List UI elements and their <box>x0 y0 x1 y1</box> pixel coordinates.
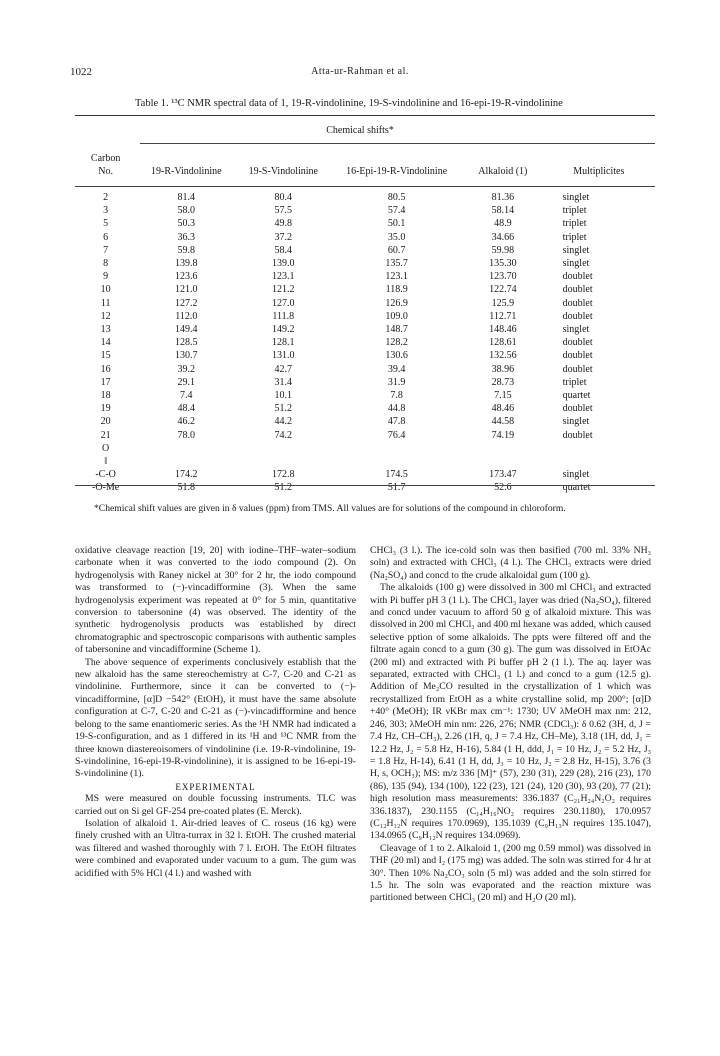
table-row <box>75 481 655 494</box>
shift-cell: 31.9 <box>387 376 406 388</box>
shift-cell: 47.8 <box>387 416 406 428</box>
left-paragraph-1: oxidative cleavage reaction [19, 20] with iodine–THF–water–sodium carbonate when it was converted to the iodo compound (2). On hydrogenolysis with Raney nickel at 30° for 2 hr, the iodo compound was transformed to (−)-vincadifformine (3). When the same hydrogenolysis experiment was repeated at 0° for 5 min, quantitative conversion to tabersonine (4) was observed. The identity of the synthetic hydrogenolysis products was established by direct chromatographic and spectroscopic comparisons with authentic samples of tabersonine and vincadifformine (Scheme 1). <box>75 545 356 656</box>
carbon-cell: 2 <box>103 192 109 203</box>
table-row <box>75 270 655 283</box>
shift-cell: 44.8 <box>387 403 406 415</box>
carbon-cell: 11 <box>100 297 111 309</box>
table-row <box>75 429 655 442</box>
carbon-cell: 5 <box>103 218 109 230</box>
shift-cell: 174.5 <box>385 469 408 481</box>
table-row <box>75 217 655 230</box>
shift-cell: 50.1 <box>387 218 406 230</box>
multiplicity-cell: triplet <box>562 376 587 388</box>
col-19r: 19-R-Vindolinine <box>151 166 222 177</box>
shift-cell: 132.56 <box>489 350 517 362</box>
shift-cell: 125.9 <box>491 297 515 309</box>
multiplicity-cell: doublet <box>562 271 593 283</box>
shift-cell: 122.74 <box>489 284 517 296</box>
shift-cell: 127.2 <box>175 297 198 309</box>
shift-cell: 126.9 <box>385 297 408 309</box>
left-paragraph-2: The above sequence of experiments conclusively establish that the new alkaloid has the same stereochemistry at C-7, C-20 and C-21 as vindolinine. Furthermore, since it can be converted to (−)-vincadifformine, [α]D −542° (EtOH), it must have the same absolute configuration at C-7, C-20 and C-21 as (−)-vincadifformine and hence belong to the same enantiomeric series. As the ¹H NMR had indicated a 19-S-configuration, and as 1 differed in its ¹H and ¹³C NMR from the three known diastereoisomers of vindolinine (i.e. 19-R-vindolinine, 19-S-vindolinine, 16-epi-19-R-vindolinine), it is assigned to be 16-epi-19-S-vindolinine (1). <box>75 656 356 780</box>
carbon-cell: 7 <box>103 244 109 256</box>
shift-cell: 48.9 <box>494 218 512 230</box>
shift-cell: 58.4 <box>274 244 293 256</box>
section-title-experimental: EXPERIMENTAL <box>175 781 256 792</box>
chemical-shifts-header: Chemical shifts* <box>326 125 394 136</box>
carbon-cell: 17 <box>100 376 111 388</box>
table-row <box>75 389 655 402</box>
shift-cell: 123.1 <box>385 271 408 283</box>
col-carbon-no <box>75 152 136 178</box>
table-row <box>75 204 655 217</box>
shift-cell: 50.3 <box>177 218 196 230</box>
shift-cell: 112.0 <box>175 310 198 322</box>
shift-cell: 135.7 <box>385 258 408 270</box>
carbon-cell: 21 <box>100 429 111 441</box>
shift-cell: 139.0 <box>272 258 295 270</box>
shift-cell: 111.8 <box>272 310 295 322</box>
shift-cell: 37.2 <box>274 231 293 243</box>
multiplicity-cell: quartet <box>562 482 591 494</box>
table-bottom-rule <box>75 485 655 486</box>
carbon-cell: 14 <box>100 337 111 349</box>
shift-cell: 51.2 <box>274 403 293 415</box>
ester-structure-row <box>75 442 655 455</box>
shift-cell: 39.2 <box>177 363 196 375</box>
left-paragraph-4: Isolation of alkaloid 1. Air-dried leaves of C. roseus (16 kg) were finely crushed with an Ultra-turrax in 32 l. EtOH. The crushed material was filtered and washed thoroughly with 7 l. EtOH. The EtOH filtrates were combined and evaporated under vacuum to a gum. The gum was acidified with 5% HCl (4 l.) and washed with <box>75 817 356 879</box>
shift-cell: 123.70 <box>489 271 517 283</box>
table-row <box>75 349 655 362</box>
ester-oxygen-label: O <box>102 442 110 454</box>
shift-cell: 7.8 <box>390 390 403 402</box>
shift-cell: 80.5 <box>387 192 406 203</box>
ester-double-bond: ‖ <box>104 456 108 468</box>
shift-cell: 31.4 <box>274 376 293 388</box>
shift-cell: 44.58 <box>491 416 515 428</box>
table-row <box>75 257 655 270</box>
shift-cell: 131.0 <box>272 350 295 362</box>
carbon-cell: 20 <box>100 416 111 428</box>
shift-cell: 48.4 <box>177 403 196 415</box>
shift-cell: 52.6 <box>494 482 512 494</box>
shift-cell: 123.6 <box>175 271 198 283</box>
table-row <box>75 468 655 481</box>
shift-cell: 174.2 <box>175 469 198 481</box>
multiplicity-cell: doublet <box>562 284 593 296</box>
table-row <box>75 297 655 310</box>
multiplicity-cell: doublet <box>562 310 593 322</box>
table-body <box>75 191 655 495</box>
page-number: 1022 <box>70 66 92 78</box>
multiplicity-cell: doublet <box>562 350 593 362</box>
shift-cell: 139.8 <box>175 258 198 270</box>
shift-cell: 148.46 <box>489 324 517 336</box>
carbon-cell: -O-Me <box>92 482 120 494</box>
table-footnote: *Chemical shift values are given in δ values (ppm) from TMS. All values are for solutions of the compound in chloroform. <box>94 503 566 514</box>
shift-cell: 148.7 <box>385 324 408 336</box>
shift-cell: 172.8 <box>272 469 295 481</box>
carbon-cell: -C-O <box>95 469 116 481</box>
shift-cell: 46.2 <box>177 416 196 428</box>
carbon-cell: 15 <box>100 350 111 362</box>
multiplicity-cell: singlet <box>562 258 590 270</box>
multiplicity-cell: doublet <box>562 363 593 375</box>
shift-cell: 49.8 <box>274 218 293 230</box>
multiplicity-cell: doublet <box>562 337 593 349</box>
shift-cell: 135.30 <box>489 258 517 270</box>
shift-cell: 44.2 <box>274 416 293 428</box>
carbon-label: Carbon <box>90 153 121 164</box>
shift-cell: 128.61 <box>489 337 517 349</box>
shift-cell: 57.5 <box>274 205 293 217</box>
shift-cell: 121.2 <box>272 284 295 296</box>
shift-cell: 58.14 <box>491 205 515 217</box>
shift-cell: 60.7 <box>387 244 406 256</box>
carbon-cell: 9 <box>103 271 109 283</box>
shift-cell: 127.0 <box>272 297 295 309</box>
right-paragraph-1: CHCl₃ (3 l.). The ice-cold soln was then basified (700 ml. 33% NH₃ soln) and extracted with CHCl₃ (4 l.). The CHCl₃ extracts were dried (Na₂SO₄) and concd to the crude alkaloidal gum (100 g). <box>370 545 651 581</box>
col-19s: 19-S-Vindolinine <box>248 166 318 177</box>
col-multiplicities: Multiplicites <box>573 166 625 177</box>
shift-cell: 29.1 <box>177 376 196 388</box>
carbon-cell: 13 <box>100 324 111 336</box>
no-label: No. <box>98 166 113 177</box>
table-header-row <box>75 152 655 178</box>
shift-cell: 112.71 <box>489 310 517 322</box>
table-row <box>75 244 655 257</box>
multiplicity-cell: doublet <box>562 403 593 415</box>
shift-cell: 128.2 <box>385 337 408 349</box>
shift-cell: 57.4 <box>387 205 406 217</box>
shift-cell: 48.46 <box>491 403 515 415</box>
ester-structure-row <box>75 455 655 468</box>
multiplicity-cell: singlet <box>562 469 590 481</box>
left-paragraph-3: MS were measured on double focussing instruments. TLC was carried out on Si gel GF-254 pre-coated plates (E. Merck). <box>75 793 356 817</box>
table-row <box>75 310 655 323</box>
shift-cell: 59.98 <box>491 244 515 256</box>
multiplicity-cell: quartet <box>562 390 591 402</box>
right-paragraph-3: Cleavage of 1 to 2. Alkaloid 1, (200 mg 0.59 mmol) was dissolved in THF (20 ml) and I₂ (175 mg) was added. The soln was stirred for 4 hr at 30°. Then 10% Na₂CO₃ soln (5 ml) was added and the soln stirred for 1.5 hr. The soln was evaporated and the reaction mixture was partitioned between CHCl₃ (20 ml) and H₂O (20 ml). <box>370 842 651 904</box>
carbon-cell: 19 <box>100 403 111 415</box>
shift-cell: 76.4 <box>387 429 406 441</box>
shift-cell: 128.1 <box>272 337 295 349</box>
carbon-cell: 8 <box>103 258 109 270</box>
shift-cell: 51.2 <box>274 482 293 494</box>
right-column <box>370 545 651 905</box>
table-row <box>75 415 655 428</box>
shift-cell: 28.73 <box>491 376 515 388</box>
shift-cell: 121.0 <box>175 284 198 296</box>
shift-cell: 39.4 <box>387 363 406 375</box>
table-row <box>75 231 655 244</box>
table-top-rule <box>75 115 655 116</box>
table-row <box>75 323 655 336</box>
shift-cell: 118.9 <box>385 284 408 296</box>
shift-cell: 128.5 <box>175 337 198 349</box>
shift-cell: 78.0 <box>177 429 196 441</box>
multiplicity-cell: singlet <box>562 416 590 428</box>
shift-cell: 149.4 <box>175 324 198 336</box>
multiplicity-cell: singlet <box>562 192 590 203</box>
multiplicity-cell: doublet <box>562 297 593 309</box>
shift-cell: 81.4 <box>177 192 196 203</box>
carbon-cell: 12 <box>100 310 111 322</box>
shift-cell: 149.2 <box>272 324 295 336</box>
right-paragraph-2: The alkaloids (100 g) were dissolved in 300 ml CHCl₃ and extracted with Pi buffer pH 3 (1 l.). The CHCl₃ layer was dried (Na₂SO₄), filtered and concd under vacuum to afford 50 g of alkaloid mixture. This was dissolved in 200 ml CHCl₃ and 400 ml hexane was added, which caused selective pption of some alkaloids. The ppts were filtered off and the filtrate again concd to a gum (30 g). The gum was dissolved in EtOAc (200 ml) and extracted with Pi buffer pH 2 (1 l.). The aq. layer was separated, extracted with CHCl₃ (1 l.) and concd to a gum (12.5 g). Addition of Me₂CO resulted in the crystallization of 1 which was recrystallized from EtOH as a white crystalline solid, mp 200°; [α]D +40° (MeOH); IR νKBr max cm⁻¹: 1730; UV λMeOH max nm: 212, 246, 303; λMeOH min nm: 226, 276; NMR (CDCl₃): δ 0.62 (3H, d, J = 7.4 Hz, CH–CH₃), 2.26 (1H, q, J = 7.4 Hz, CH–Me), 3.18 (1H, dd, J₁ = 12.2 Hz, J₂ = 5.8 Hz, H-16), 5.84 (1 H, ddd, J₁ = 10 Hz, J₂ = 5.2 Hz, J₃ = 1.8 Hz, H-14), 6.41 (1 H, dd, J₁ = 10 Hz, J₂ = 2.8 Hz, H-15), 3.76 (3 H, s, OCH₃); MS: m/z 336 [M]⁺ (57), 230 (31), 229 (28), 216 (23), 170 (86), 135 (94), 134 (100), 122 (23), 121 (24), 120 (30), 93 (20), 77 (21); high resolution mass measurements: 336.1837 (C₂₁H₂₄N₂O₂ requires 336.1837), 230.1155 (C₁₄H₁₆NO₂ requires 230.1180), 170.0957 (C₁₂H₁₂N requires 170.0969), 135.1039 (C₉H₁₃N requires 135.1047), 134.0965 (C₉H₁₂N requires 134.0969). <box>370 582 651 842</box>
shift-cell: 10.1 <box>274 390 293 402</box>
shift-cell: 7.4 <box>180 390 193 402</box>
shift-cell: 173.47 <box>489 469 517 481</box>
shift-cell: 36.3 <box>177 231 196 243</box>
col-16epi: 16-Epi-19-R-Vindolinine <box>346 166 448 177</box>
shift-cell: 38.96 <box>491 363 515 375</box>
multiplicity-cell: doublet <box>562 429 593 441</box>
shift-cell: 80.4 <box>274 192 293 203</box>
multiplicity-cell: singlet <box>562 244 590 256</box>
table-row <box>75 191 655 204</box>
carbon-cell: 10 <box>100 284 111 296</box>
shift-cell: 109.0 <box>385 310 408 322</box>
nmr-table <box>75 152 655 495</box>
shift-cell: 130.7 <box>175 350 198 362</box>
shift-cell: 81.36 <box>491 192 515 203</box>
shift-cell: 59.8 <box>177 244 196 256</box>
table-row <box>75 363 655 376</box>
col-alkaloid: Alkaloid (1) <box>478 166 528 177</box>
table-row <box>75 336 655 349</box>
carbon-cell: 18 <box>100 390 111 402</box>
shift-cell: 7.15 <box>494 390 512 402</box>
table-row <box>75 376 655 389</box>
carbon-cell: 6 <box>103 231 109 243</box>
shift-cell: 130.6 <box>385 350 408 362</box>
shift-cell: 42.7 <box>274 363 293 375</box>
shift-cell: 74.19 <box>491 429 515 441</box>
carbon-cell: 3 <box>103 205 109 217</box>
shift-cell: 35.0 <box>387 231 406 243</box>
multiplicity-cell: triplet <box>562 218 587 230</box>
running-head: Atta-ur-Rahman et al. <box>311 66 409 77</box>
shift-cell: 74.2 <box>274 429 293 441</box>
multiplicity-cell: singlet <box>562 324 590 336</box>
carbon-cell: 16 <box>100 363 111 375</box>
multiplicity-cell: triplet <box>562 231 587 243</box>
table-row <box>75 402 655 415</box>
multiplicity-cell: triplet <box>562 205 587 217</box>
left-column <box>75 545 356 880</box>
table-caption: Table 1. ¹³C NMR spectral data of 1, 19-R-vindolinine, 19-S-vindolinine and 16-epi-19-R-vindolinine <box>135 98 563 109</box>
shift-cell: 51.7 <box>387 482 406 494</box>
shift-cell: 58.0 <box>177 205 196 217</box>
shift-cell: 34.66 <box>491 231 515 243</box>
shift-cell: 123.1 <box>272 271 295 283</box>
table-row <box>75 283 655 296</box>
shift-cell: 51.8 <box>177 482 196 494</box>
chemical-shifts-rule <box>140 143 655 144</box>
